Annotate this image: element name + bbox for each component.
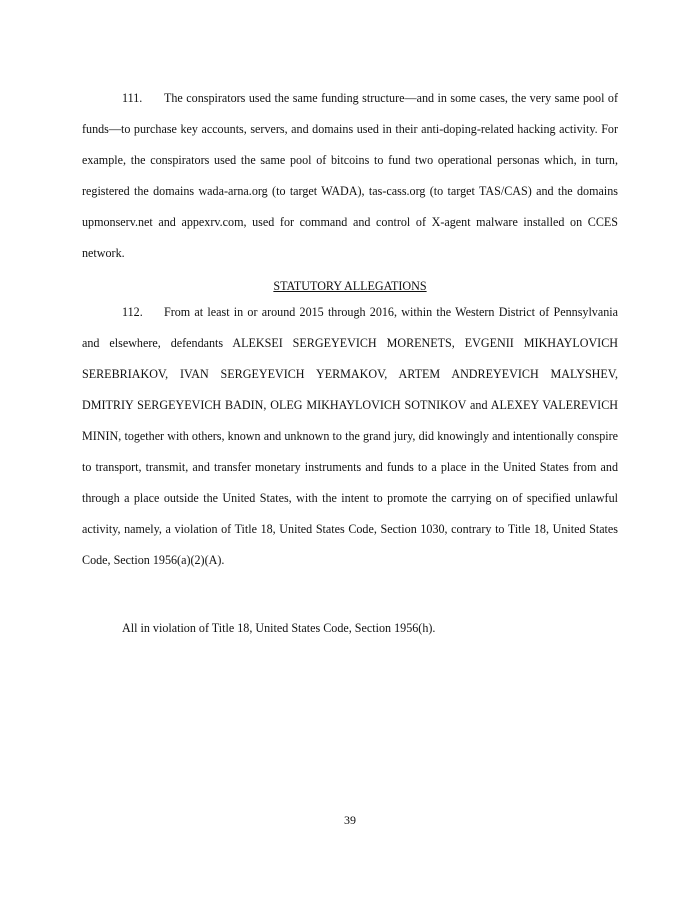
paragraph-text: From at least in or around 2015 through 2016, within the Western District of Pennsylvania and elsewhere, defendants ALEKSEI SERGEYEVICH MORENETS, EVGENII MIKHAYLOVICH SEREBRIAKOV, IVAN SERGEYEVICH YERMAKOV, ARTEM ANDREYEVICH MALYSHEV, DMITRIY SERGEYEVICH BADIN, OLEG MIKHAYLOVICH SOTNIKOV and ALEXEY VALEREVICH MININ, together with others, known and unknown to the grand jury, did knowingly and intentionally conspire to transport, transmit, and transfer monetary instruments and funds to a place in the United States from and through a place outside the United States, with the intent to promote the carrying on of specified unlawful activity, namely, a violation of Title 18, United States Code, Section 1030, contrary to Title 18, United States Code, Section 1956(a)(2)(A). bbox=[82, 305, 618, 567]
closing-statement: All in violation of Title 18, United States Code, Section 1956(h). bbox=[122, 621, 436, 635]
page-number: 39 bbox=[344, 813, 356, 827]
paragraph-number: 112. bbox=[122, 305, 143, 319]
paragraph-text: The conspirators used the same funding structure—and in some cases, the very same pool of funds—to purchase key accounts, servers, and domains used in their anti-doping-related hacking activity. For example, the conspirators used the same pool of bitcoins to fund two operational personas which, in turn, registered the domains wada-arna.org (to target WADA), tas-cass.org (to target TAS/CAS) and the domains upmonserv.net and appexrv.com, used for command and control of X-agent malware installed on CCES network. bbox=[82, 91, 618, 260]
paragraph-number: 111. bbox=[122, 91, 143, 105]
paragraph-111 bbox=[82, 83, 618, 269]
paragraph-112 bbox=[82, 297, 618, 576]
section-heading: STATUTORY ALLEGATIONS bbox=[273, 279, 427, 293]
